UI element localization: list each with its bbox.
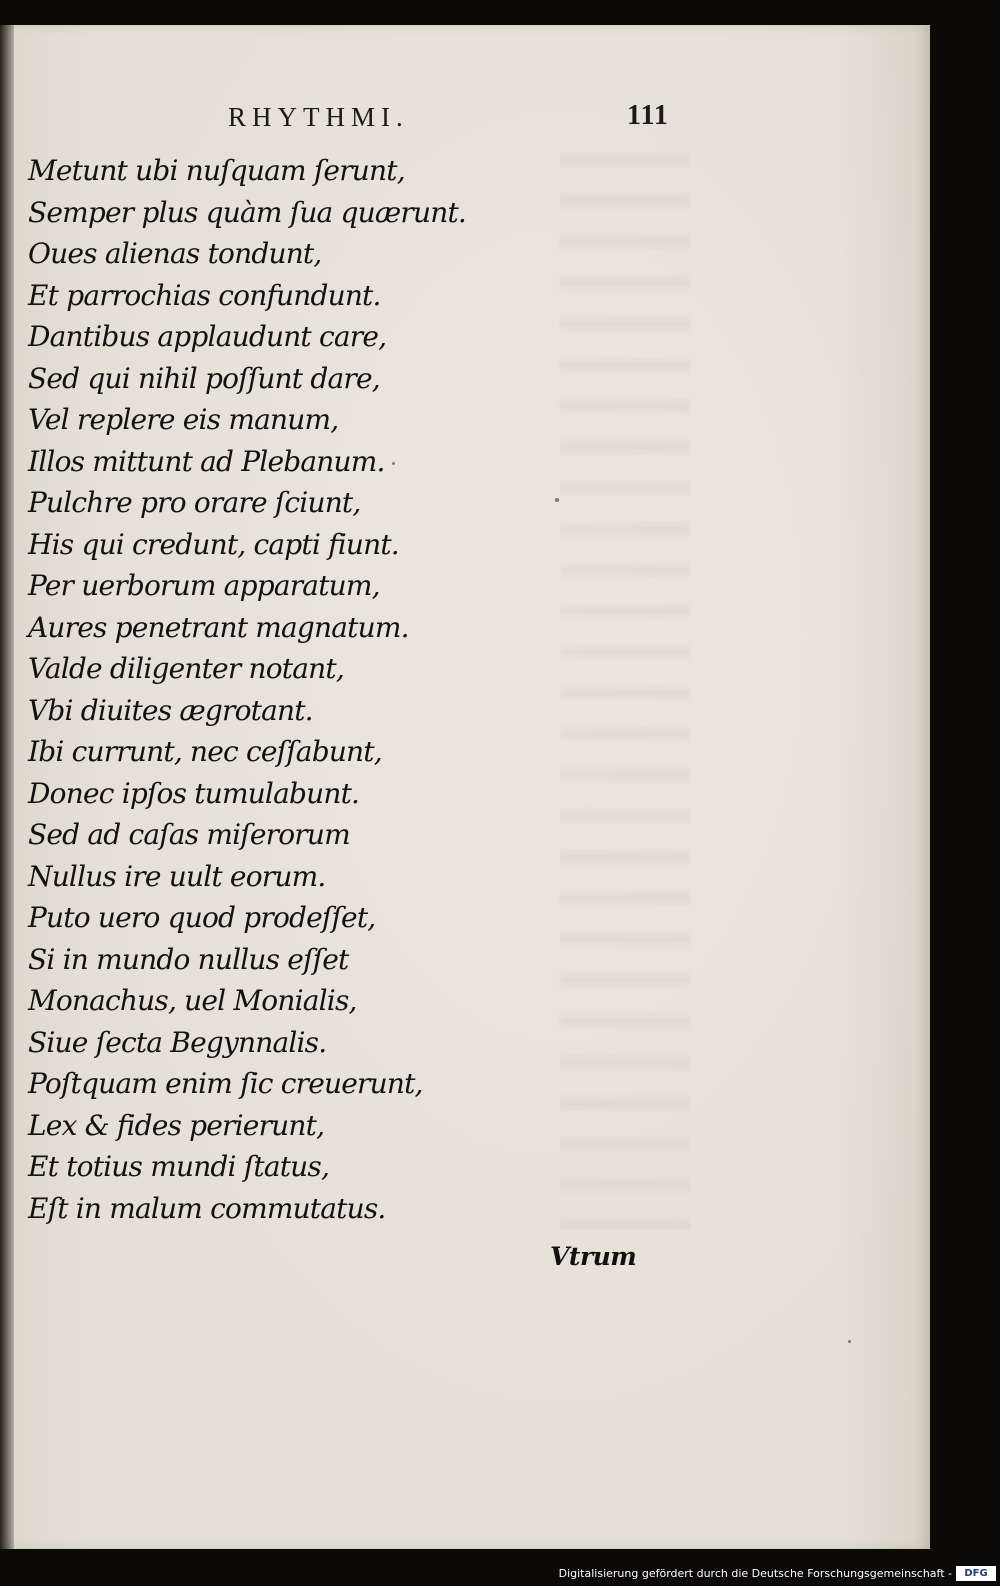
verse-line: Eſt in malum commutatus. <box>28 1191 386 1225</box>
verse-text <box>28 150 466 1229</box>
verse-line: Vbi diuites ægrotant. <box>28 693 313 727</box>
verse-line: Ibi currunt, nec ceſſabunt, <box>28 735 382 768</box>
verse-line: Siue ſecta Begynnalis. <box>28 1025 327 1059</box>
ink-speck <box>848 1340 851 1343</box>
verse-line: Oues alienas tondunt, <box>28 237 322 270</box>
verse-line: Per uerborum apparatum, <box>28 569 380 602</box>
verse-line: His qui credunt, capti fiunt. <box>28 527 399 561</box>
dfg-logo: DFG <box>956 1566 996 1581</box>
verse-line: Nullus ire uult eorum. <box>28 859 326 893</box>
digitization-credit: Digitalisierung gefördert durch die Deutsche Forschungsgemeinschaft - <box>558 1567 952 1580</box>
verse-line: Vel replere eis manum, <box>28 403 339 436</box>
verse-line: Pulchre pro orare ſciunt, <box>28 486 361 519</box>
verse-line: Lex & fides perierunt, <box>28 1108 325 1142</box>
verse-line: Valde diligenter notant, <box>28 652 344 685</box>
verse-line: Et parrochias confundunt. <box>28 278 381 312</box>
catchword: Vtrum <box>550 1242 637 1271</box>
verse-line: Poſtquam enim ſic creuerunt, <box>28 1067 423 1100</box>
verse-line: Puto uero quod prodeſſet, <box>28 901 376 934</box>
page-number: 111 <box>627 100 669 131</box>
verse-line: Si in mundo nullus eſſet <box>28 942 349 976</box>
page-gutter-shadow <box>0 25 14 1549</box>
verse-line: Et totius mundi ſtatus, <box>28 1150 330 1183</box>
verse-line: Aures penetrant magnatum. <box>28 610 409 644</box>
ink-speck <box>555 498 559 502</box>
verse-line: Illos mittunt ad Plebanum. <box>28 444 385 478</box>
verse-line: Dantibus applaudunt care, <box>28 320 387 353</box>
verse-line: Sed ad caſas miſerorum <box>28 818 350 851</box>
verse-line: Metunt ubi nuſquam ſerunt, <box>28 154 405 187</box>
verse-line: Semper plus quàm ſua quærunt. <box>28 195 467 229</box>
verse-line: Sed qui nihil poſſunt dare, <box>28 361 380 395</box>
show-through-text <box>560 150 690 1230</box>
ink-speck <box>392 462 395 465</box>
running-head: RHYTHMI. <box>228 102 409 132</box>
verse-line: Donec ipſos tumulabunt. <box>28 776 360 810</box>
verse-line: Monachus, uel Monialis, <box>28 984 357 1017</box>
